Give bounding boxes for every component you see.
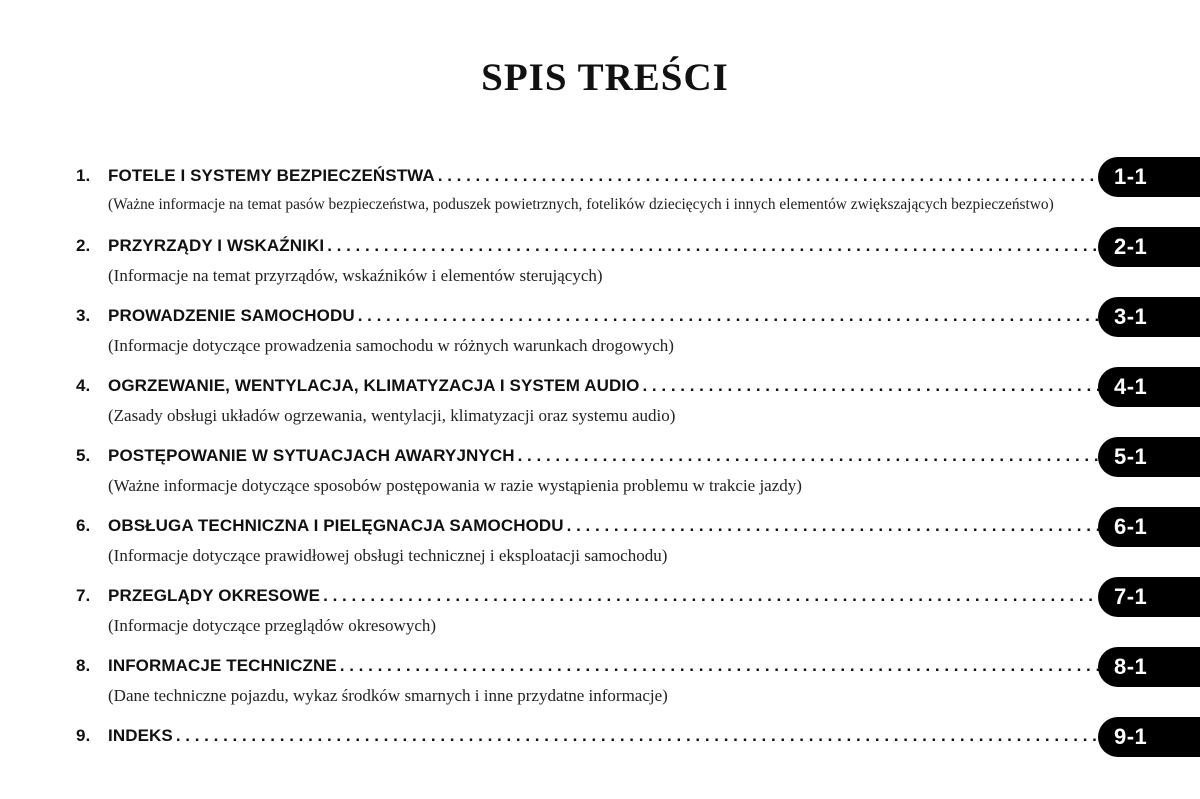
toc-entry-row bbox=[76, 516, 1100, 542]
dot-leader bbox=[320, 586, 1100, 606]
page-title: SPIS TREŚCI bbox=[481, 56, 729, 99]
chapter-page-tab[interactable]: 3-1 bbox=[1098, 297, 1200, 337]
toc-entry-number: 4. bbox=[76, 376, 91, 395]
dot-leader bbox=[515, 446, 1100, 466]
toc-entry-row bbox=[76, 166, 1100, 192]
toc-entry-row bbox=[76, 376, 1100, 402]
toc-entry-description: (Ważne informacje dotyczące sposobów postępowania w razie wystąpienia problemu w trakcie jazdy) bbox=[108, 476, 802, 495]
dot-leader bbox=[564, 516, 1100, 536]
toc-entry-2[interactable] bbox=[0, 236, 1200, 296]
chapter-page-tab[interactable]: 1-1 bbox=[1098, 157, 1200, 197]
toc-entry-description: (Informacje dotyczące przeglądów okresowych) bbox=[108, 616, 437, 635]
dot-leader bbox=[337, 656, 1100, 676]
toc-entry-8[interactable] bbox=[0, 656, 1200, 716]
toc-entry-title[interactable]: PRZEGLĄDY OKRESOWE bbox=[108, 586, 321, 605]
chapter-page-tab[interactable]: 5-1 bbox=[1098, 437, 1200, 477]
toc-entry-row bbox=[76, 586, 1100, 612]
toc-entry-6[interactable] bbox=[0, 516, 1200, 576]
chapter-page-tab[interactable]: 9-1 bbox=[1098, 717, 1200, 757]
dot-leader bbox=[639, 376, 1100, 396]
toc-entry-number: 1. bbox=[76, 166, 91, 185]
toc-entry-number: 3. bbox=[76, 306, 91, 325]
toc-entry-number: 6. bbox=[76, 516, 91, 535]
toc-entry-description: (Informacje dotyczące prowadzenia samochodu w różnych warunkach drogowych) bbox=[108, 336, 674, 355]
dot-leader bbox=[324, 236, 1100, 256]
toc-entry-title[interactable]: OGRZEWANIE, WENTYLACJA, KLIMATYZACJA I SYSTEM AUDIO bbox=[108, 376, 640, 395]
toc-entry-number: 5. bbox=[76, 446, 91, 465]
toc-entry-title[interactable]: PROWADZENIE SAMOCHODU bbox=[108, 306, 355, 325]
toc-entry-title[interactable]: PRZYRZĄDY I WSKAŹNIKI bbox=[108, 236, 325, 255]
toc-entry-title[interactable]: FOTELE I SYSTEMY BEZPIECZEŃSTWA bbox=[108, 166, 435, 185]
chapter-page-tab[interactable]: 2-1 bbox=[1098, 227, 1200, 267]
toc-entry-description: (Ważne informacje na temat pasów bezpieczeństwa, poduszek powietrznych, fotelików dziecięcych i innych elementów zwiększających bezpieczeństwo) bbox=[108, 196, 1054, 213]
chapter-page-tab[interactable]: 6-1 bbox=[1098, 507, 1200, 547]
dot-leader bbox=[173, 726, 1100, 746]
toc-entry-4[interactable] bbox=[0, 376, 1200, 436]
toc-entry-number: 8. bbox=[76, 656, 91, 675]
toc-entry-row bbox=[76, 726, 1100, 752]
toc-entry-row bbox=[76, 446, 1100, 472]
toc-entry-title[interactable]: POSTĘPOWANIE W SYTUACJACH AWARYJNYCH bbox=[108, 446, 515, 465]
toc-entry-description: (Zasady obsługi układów ogrzewania, wentylacji, klimatyzacji oraz systemu audio) bbox=[108, 406, 676, 425]
chapter-page-tab[interactable]: 4-1 bbox=[1098, 367, 1200, 407]
toc-entry-title[interactable]: OBSŁUGA TECHNICZNA I PIELĘGNACJA SAMOCHODU bbox=[108, 516, 564, 535]
toc-entry-5[interactable] bbox=[0, 446, 1200, 506]
toc-entry-description: (Informacje na temat przyrządów, wskaźników i elementów sterujących) bbox=[108, 266, 603, 285]
toc-entry-description: (Informacje dotyczące prawidłowej obsługi technicznej i eksploatacji samochodu) bbox=[108, 546, 668, 565]
toc-entry-3[interactable] bbox=[0, 306, 1200, 366]
toc-entry-description: (Dane techniczne pojazdu, wykaz środków smarnych i inne przydatne informacje) bbox=[108, 686, 668, 705]
toc-entry-row bbox=[76, 236, 1100, 262]
toc-entry-title[interactable]: INDEKS bbox=[108, 726, 173, 745]
toc-entry-row bbox=[76, 656, 1100, 682]
toc-entry-title[interactable]: INFORMACJE TECHNICZNE bbox=[108, 656, 337, 675]
chapter-page-tab[interactable]: 7-1 bbox=[1098, 577, 1200, 617]
toc-entry-row bbox=[76, 306, 1100, 332]
dot-leader bbox=[435, 166, 1100, 186]
toc-entry-number: 9. bbox=[76, 726, 91, 745]
toc-entry-number: 2. bbox=[76, 236, 91, 255]
chapter-page-tab[interactable]: 8-1 bbox=[1098, 647, 1200, 687]
toc-entry-7[interactable] bbox=[0, 586, 1200, 646]
toc-entry-9[interactable] bbox=[0, 726, 1200, 786]
toc-entry-1[interactable] bbox=[0, 166, 1200, 226]
toc-entry-number: 7. bbox=[76, 586, 91, 605]
dot-leader bbox=[355, 306, 1100, 326]
